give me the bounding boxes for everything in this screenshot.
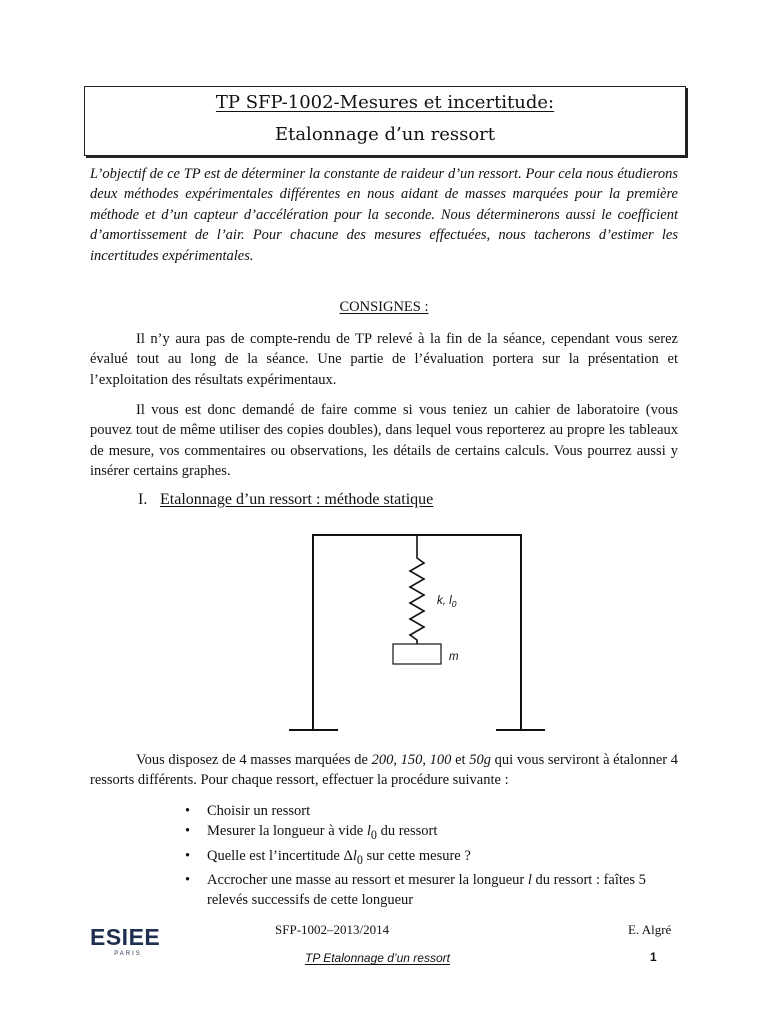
bullet-icon: • — [185, 803, 191, 819]
spring-label: k, $l_0$ — [437, 595, 457, 609]
consignes-heading: CONSIGNES : — [339, 299, 429, 315]
bullet-icon: • — [185, 847, 191, 864]
support-frame — [313, 535, 521, 730]
list-item: • Accrocher une masse au ressort et mesurer la longueur l du ressort : faîtes 5 relevés successifs de cette longueur — [185, 872, 646, 909]
document-subtitle: Etalonnage d’un ressort — [274, 124, 496, 145]
consignes-paragraph-2: Il vous est donc demandé de faire comme si vous teniez un cahier de laboratoire (vous pouvez tout de même utiliser des copies doubles), dans lequel vous reporterez au propre les tableaux de mesure, vos commentaires ou observations, les détails de certains calculs. Vous pourrez aussi y insérer certains graphes. — [90, 402, 678, 480]
section-number: I. — [138, 491, 148, 508]
bullet-icon: • — [185, 823, 191, 840]
page-number: 1 — [650, 950, 657, 964]
section-heading — [138, 491, 433, 509]
masses-paragraph: Vous disposez de 4 masses marquées de 200, 150, 100 et 50g qui vous serviront à étalonner 4 ressorts différents. Pour chaque ressort, effectuer la procédure suivante : — [90, 752, 679, 789]
title-underlined: Mesures et incertitude: — [339, 92, 555, 113]
list-item: • Mesurer la longueur à vide $l_0$ du ressort — [185, 823, 438, 843]
mass-value-2: 150 — [400, 752, 423, 768]
mass-block — [393, 644, 441, 664]
footer-author: E. Algré — [628, 922, 672, 937]
mass-value-4: 50g — [469, 752, 491, 768]
mass-label: m — [449, 651, 459, 663]
mass-value-1: 200 — [371, 752, 394, 768]
mass-value-3: 100 — [429, 752, 452, 768]
esiee-logo — [90, 924, 166, 964]
spring-diagram — [280, 528, 560, 738]
procedure-list — [184, 801, 684, 911]
list-item: • Choisir un ressort — [184, 801, 684, 821]
footer-course: SFP-1002–2013/2014 — [275, 922, 390, 937]
document-title — [85, 92, 685, 113]
logo-sub-text: PARIS — [114, 951, 142, 957]
spring-coil — [410, 535, 424, 644]
footer-doc-title: TP Etalonnage d’un ressort — [305, 951, 450, 965]
title-box — [84, 86, 686, 156]
logo-main-text: ESIEE — [90, 924, 161, 950]
title-prefix: TP SFP-1002- — [215, 92, 340, 113]
bullet-icon: • — [185, 872, 191, 888]
abstract-paragraph: L’objectif de ce TP est de déterminer la constante de raideur d’un ressort. Pour cela nous étudierons deux méthodes expérimentales différentes en nous aidant de masses marquées pour la première méthode et d’un capteur d’accélération pour la seconde. Nous déterminerons aussi le coefficient d’amortissement de l’air. Pour chacune des mesures effectuées, nous tacherons d’estimer les incertitudes expérimentales. — [90, 166, 678, 264]
list-item: • Quelle est l’incertitude $\Delta l_0$ sur cette mesure ? — [185, 847, 471, 867]
consignes-paragraph-1: Il n’y aura pas de compte-rendu de TP relevé à la fin de la séance, cependant vous serez évalué tout au long de la séance. Une partie de l’évaluation portera sur la présentation et l’exploitation des résultats expérimentaux. — [90, 331, 678, 388]
section-title: Etalonnage d’un ressort : méthode statique — [160, 491, 434, 508]
